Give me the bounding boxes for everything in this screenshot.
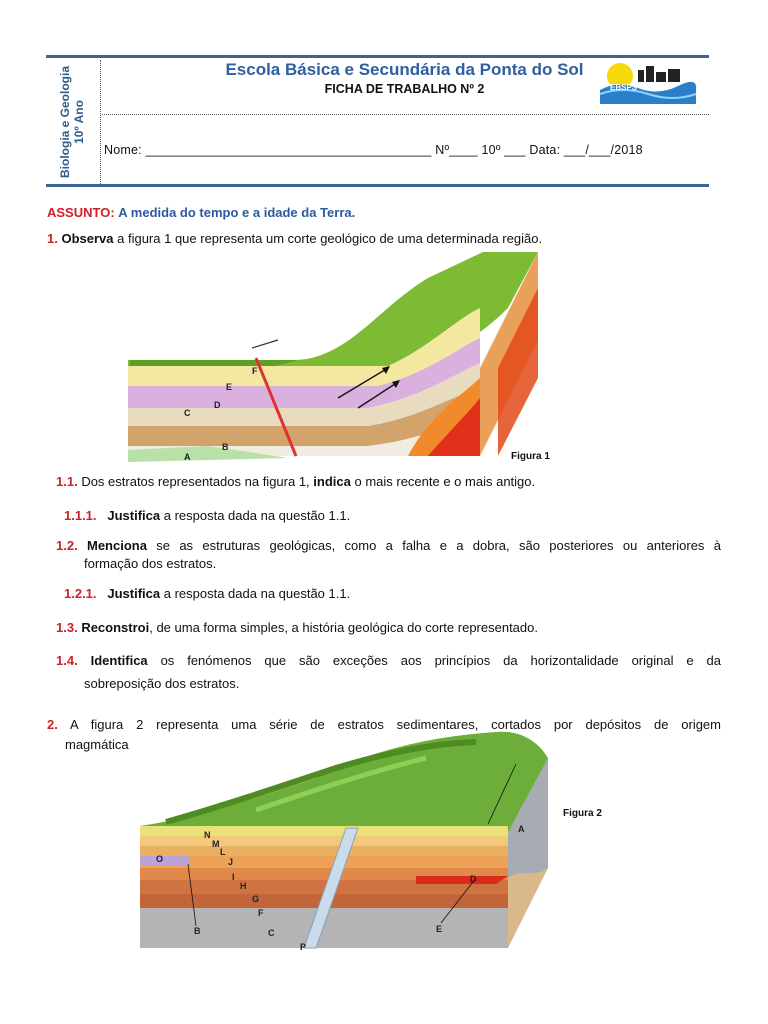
- question-number: 1.3.: [56, 620, 78, 635]
- header-dotted-rule: [102, 114, 709, 115]
- figure-1-label-e: E: [226, 382, 233, 392]
- question-number: 1.2.: [56, 538, 78, 553]
- question-text: os fenómenos que são exceções aos princípios da horizontalidade original e da: [147, 653, 721, 668]
- figure-1-label-d: D: [214, 400, 221, 410]
- figure-2-caption: Figura 2: [563, 808, 602, 819]
- grade-level: 10º Ano: [72, 100, 87, 144]
- figure-1-label-a: A: [184, 452, 191, 462]
- question-verb: Observa: [61, 231, 114, 246]
- figure-2-label-c: C: [268, 928, 275, 938]
- question-text: a resposta dada na questão 1.1.: [160, 508, 351, 523]
- figure-2-geologic-block: [136, 728, 551, 960]
- question-text-continued: formação dos estratos.: [84, 556, 217, 571]
- question-1-3: [56, 620, 538, 636]
- figure-2-label-o: O: [156, 854, 164, 864]
- question-number: 1.: [47, 231, 58, 246]
- figure-2-label-m: M: [212, 839, 220, 849]
- figure-2-label-f: F: [258, 908, 264, 918]
- question-verb: Identifica: [90, 653, 148, 668]
- figure-2-label-a: A: [518, 824, 525, 834]
- figure-2-label-d: D: [470, 874, 477, 884]
- figure-2-label-j: J: [228, 857, 234, 867]
- question-1-1: [56, 474, 535, 490]
- figure-2-label-l: L: [220, 847, 226, 857]
- question-verb: Reconstroi: [81, 620, 150, 635]
- question-text: , de uma forma simples, a história geológica do corte representado.: [149, 620, 538, 635]
- school-name: Escola Básica e Secundária da Ponta do Sol: [225, 60, 584, 79]
- question-text-continued: sobreposição dos estratos.: [84, 676, 240, 691]
- student-info-row: Nome: ________________________________________ Nº____ 10º ___ Data: ___/___/2018: [104, 143, 643, 157]
- header-top-rule: [46, 55, 709, 58]
- question-verb: indica: [313, 474, 351, 489]
- question-1: [47, 231, 542, 247]
- subject-side-label: [44, 62, 100, 182]
- question-number: 1.4.: [56, 653, 78, 668]
- question-verb: Justifica: [107, 586, 161, 601]
- figure-2-label-p: P: [300, 942, 307, 952]
- figure-2-label-h: H: [240, 881, 247, 891]
- subject-name: Biologia e Geologia: [58, 65, 73, 179]
- figure-2-label-e: E: [436, 924, 443, 934]
- question-text: o mais recente e o mais antigo.: [350, 474, 536, 489]
- question-text: se as estruturas geológicas, como a falha e a dobra, são posteriores ou anteriores à: [146, 538, 721, 553]
- question-text-continued: magmática: [65, 737, 129, 752]
- figure-2-label-g: G: [252, 894, 260, 904]
- figure-1-geologic-section: [128, 248, 540, 468]
- question-1-4: [56, 653, 721, 692]
- figure-2-label-i: I: [232, 872, 235, 882]
- question-number: 1.1.1.: [64, 508, 97, 523]
- question-text: a figura 1 que representa um corte geológico de uma determinada região.: [113, 231, 543, 246]
- sheet-title: FICHA DE TRABALHO Nº 2: [324, 82, 485, 96]
- question-text: A figura 2 representa uma série de estratos sedimentares, cortados por depósitos de origem: [69, 717, 721, 732]
- question-number: 1.2.1.: [64, 586, 97, 601]
- question-verb: Justifica: [107, 508, 161, 523]
- header-bottom-rule: [46, 184, 709, 187]
- question-number: 2.: [47, 717, 58, 732]
- question-verb: Menciona: [87, 538, 147, 553]
- question-1-2-1: [64, 586, 350, 602]
- figure-1-label-f: F: [252, 366, 258, 376]
- subject-text: A medida do tempo e a idade da Terra.: [118, 205, 356, 220]
- subject-label: ASSUNTO:: [47, 205, 115, 220]
- school-logo: [598, 60, 698, 104]
- question-text: Dos estratos representados na figura 1,: [81, 474, 314, 489]
- figure-2-label-b: B: [194, 926, 201, 936]
- logo-text: EBSPS: [610, 83, 638, 92]
- figure-1-caption: Figura 1: [511, 451, 550, 462]
- question-1-1-1: [64, 508, 350, 524]
- figure-1-label-c: C: [184, 408, 191, 418]
- figure-1-label-b: B: [222, 442, 229, 452]
- question-number: 1.1.: [56, 474, 78, 489]
- question-1-2: [56, 538, 721, 572]
- question-text: a resposta dada na questão 1.1.: [160, 586, 351, 601]
- subject-line: [47, 205, 355, 221]
- figure-2-label-n: N: [204, 830, 211, 840]
